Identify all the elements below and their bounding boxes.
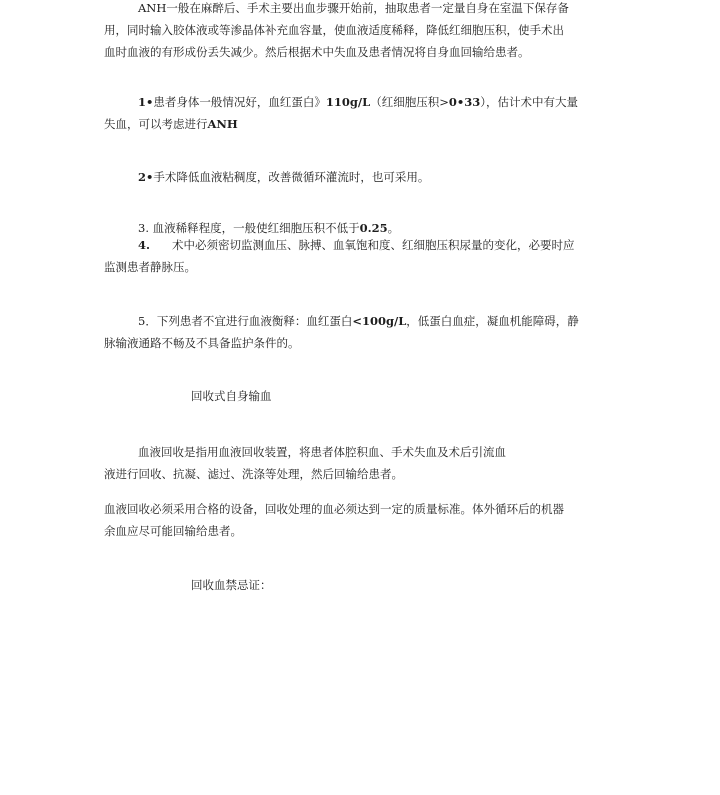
item-1-text-c: ），估计术中有大量 xyxy=(480,95,578,109)
item-1-hemoglobin-value: 110g/L xyxy=(325,95,371,109)
item-4-paragraph xyxy=(104,234,575,278)
item-4-line-1 xyxy=(104,234,575,256)
item-1-paragraph xyxy=(104,91,578,135)
salvage-requirement-line-1: 血液回收必须采用合格的设备，回收处理的血必须达到一定的质量标准。体外循环后的机器 xyxy=(104,502,564,516)
item-2-paragraph xyxy=(138,166,429,188)
anh-intro-line-1: ANH一般在麻醉后、手术主要出血步骤开始前，抽取患者一定量自身在室温下保存备 xyxy=(138,1,569,15)
salvage-definition-paragraph xyxy=(104,441,506,485)
item-5-text-a: 5．下列患者不宜进行血液衡释：血红蛋白 xyxy=(138,314,353,328)
item-3-text: 3. 血液稀释程度，一般使红细胞压积不低于 xyxy=(138,221,360,235)
salvage-requirement-line-2: 余血应尽可能回输给患者。 xyxy=(104,524,242,538)
item-3-tail: 。 xyxy=(387,221,400,235)
item-5-line-2: 脉输液通路不畅及不具备监护条件的。 xyxy=(104,336,300,350)
item-3-value: 0.25 xyxy=(359,221,388,235)
item-1-text-a: 患者身体一般情况好，血红蛋白》 xyxy=(153,95,326,109)
salvage-requirement-paragraph xyxy=(104,498,564,542)
item-1-abbr: ANH xyxy=(207,117,238,131)
salvage-definition-line-1: 血液回收是指用血液回收装置，将患者体腔积血、手术失血及术后引流血 xyxy=(138,445,506,459)
anh-intro-line-2: 用，同时输入胶体液或等渗晶体补充血容量，使血液适度稀释，降低红细胞压积，使手术出 xyxy=(104,23,564,37)
anh-intro-line-3: 血时血液的有形成份丢失减少。然后根据术中失血及患者情况将自身血回输给患者。 xyxy=(104,45,530,59)
item-1-hematocrit-value: 0•33 xyxy=(448,95,481,109)
item-5-value: <100g/L xyxy=(352,314,407,328)
item-1-text-b: （红细胞压积> xyxy=(370,95,449,109)
anh-intro-paragraph xyxy=(104,0,569,63)
item-2-number: 2• xyxy=(138,170,154,184)
item-4-line-2: 监测患者静脉压。 xyxy=(104,260,196,274)
item-5-line-1 xyxy=(104,310,579,332)
section-heading-salvage: 回收式自身输血 xyxy=(191,389,272,403)
item-1-line-2 xyxy=(104,113,578,135)
item-5-paragraph xyxy=(104,310,579,354)
salvage-definition-line-2: 液进行回收、抗凝、滤过、洗涤等处理，然后回输给患者。 xyxy=(104,467,403,481)
section-heading-contraindications: 回收血禁忌证： xyxy=(191,578,272,592)
item-2-text: 手术降低血液粘稠度，改善微循环灌流时，也可采用。 xyxy=(153,170,430,184)
item-5-text-b: ，低蛋白血症，凝血机能障碍，静 xyxy=(406,314,579,328)
item-1-line-1 xyxy=(104,91,578,113)
item-4-number: 4. xyxy=(138,238,151,252)
item-4-text: 术中必须密切监测血压、脉搏、血氧饱和度、红细胞压积尿量的变化，必要时应 xyxy=(172,238,575,252)
item-1-line-2-text: 失血，可以考虑进行 xyxy=(104,117,208,131)
item-1-number: 1• xyxy=(138,95,154,109)
